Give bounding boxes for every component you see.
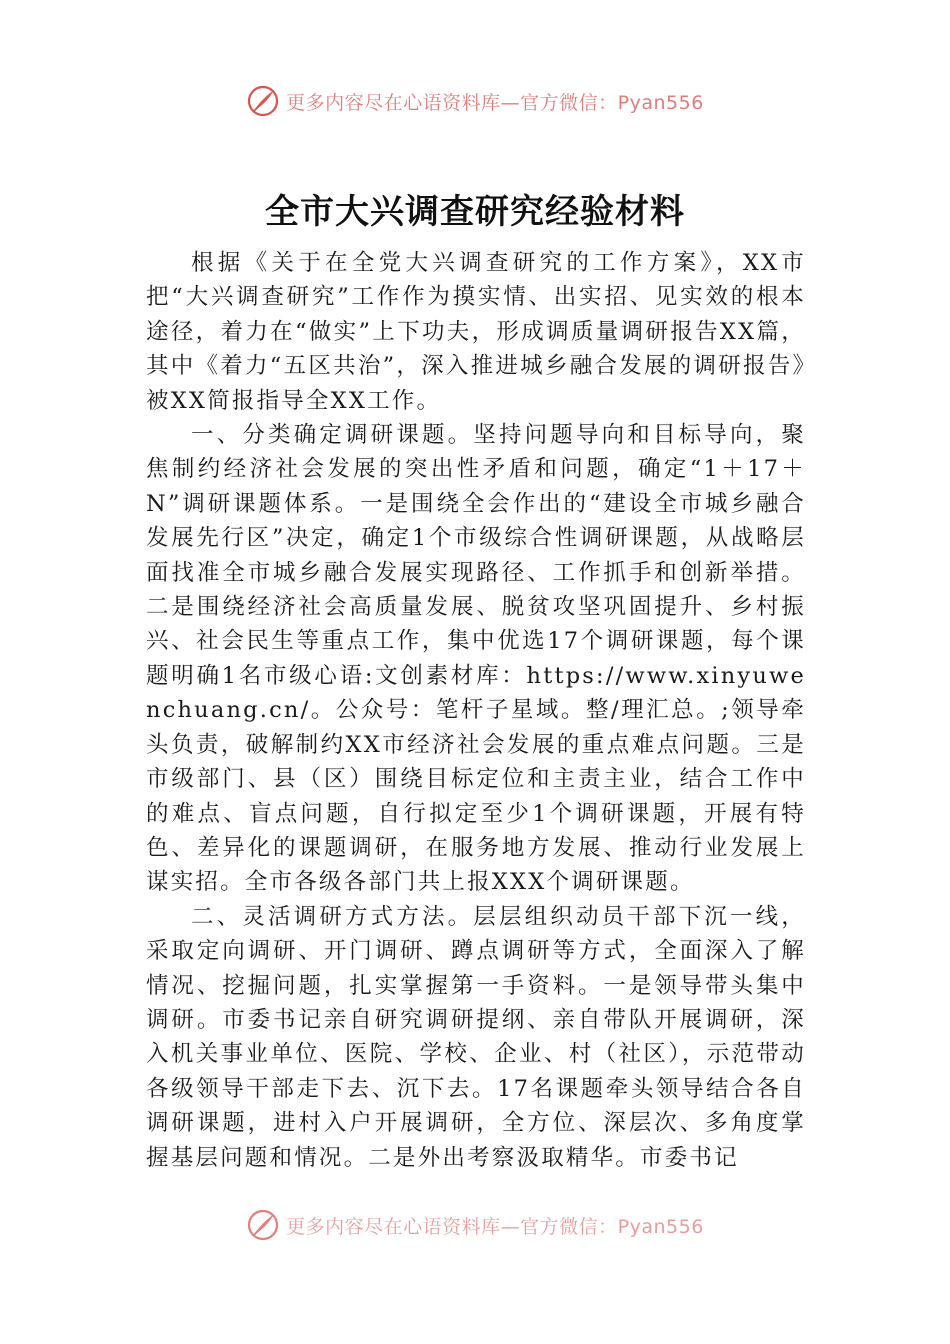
watermark-text: 更多内容尽在心语资料库—官方微信：Pyan556 [286, 1215, 704, 1238]
footer-watermark [0, 1208, 950, 1242]
paragraph-section-1: 一、分类确定调研课题。坚持问题导向和目标导向，聚焦制约经济社会发展的突出性矛盾和问题，确定“1＋17＋N”调研课题体系。一是围绕全会作出的“建设全市城乡融合发展先行区”决定，确定1个市级综合性调研课题，从战略层面找准全市城乡融合发展实现路径、工作抓手和创新举措。二是围绕经济社会高质量发展、脱贫攻坚巩固提升、乡村振兴、社会民生等重点工作，集中优选17个调研课题，每个课题明确1名市级心语:文创素材库：https://www.xinyuwenchuang.cn/。公众号：笔杆子星域。整/理汇总。;领导牵头负责，破解制约XX市经济社会发展的重点难点问题。三是市级部门、县（区）围绕目标定位和主责主业，结合工作中的难点、盲点问题，自行拟定至少1个调研课题，开展有特色、差异化的课题调研，在服务地方发展、推动行业发展上谋实招。全市各级各部门共上报XXX个调研课题。 [146, 422, 806, 896]
paragraph-section-2: 二、灵活调研方式方法。层层组织动员干部下沉一线，采取定向调研、开门调研、蹲点调研等方式，全面深入了解情况、挖掘问题，扎实掌握第一手资料。一是领导带头集中调研。市委书记亲自研究调研提纲、亲自带队开展调研，深入机关事业单位、医院、学校、企业、村（社区），示范带动各级领导干部走下去、沉下去。17名课题牵头领导结合各自调研课题，进村入户开展调研，全方位、深层次、多角度掌握基层问题和情况。二是外出考察汲取精华。市委书记 [146, 903, 806, 1171]
document-body [146, 246, 806, 1196]
quill-pen-circle-icon [246, 1208, 280, 1242]
paragraph-intro: 根据《关于在全党大兴调查研究的工作方案》，XX市把“大兴调查研究”工作作为摸实情、出实招、见实效的根本途径，着力在“做实”上下功夫，形成调质量调研报告XX篇，其中《着力“五区共治”，深入推进城乡融合发展的调研报告》被XX简报指导全XX工作。 [146, 250, 806, 414]
quill-pen-circle-icon [246, 84, 280, 118]
document-title: 全市大兴调查研究经验材料 [265, 192, 685, 232]
watermark-text: 更多内容尽在心语资料库—官方微信：Pyan556 [286, 91, 704, 114]
header-watermark [0, 84, 950, 118]
